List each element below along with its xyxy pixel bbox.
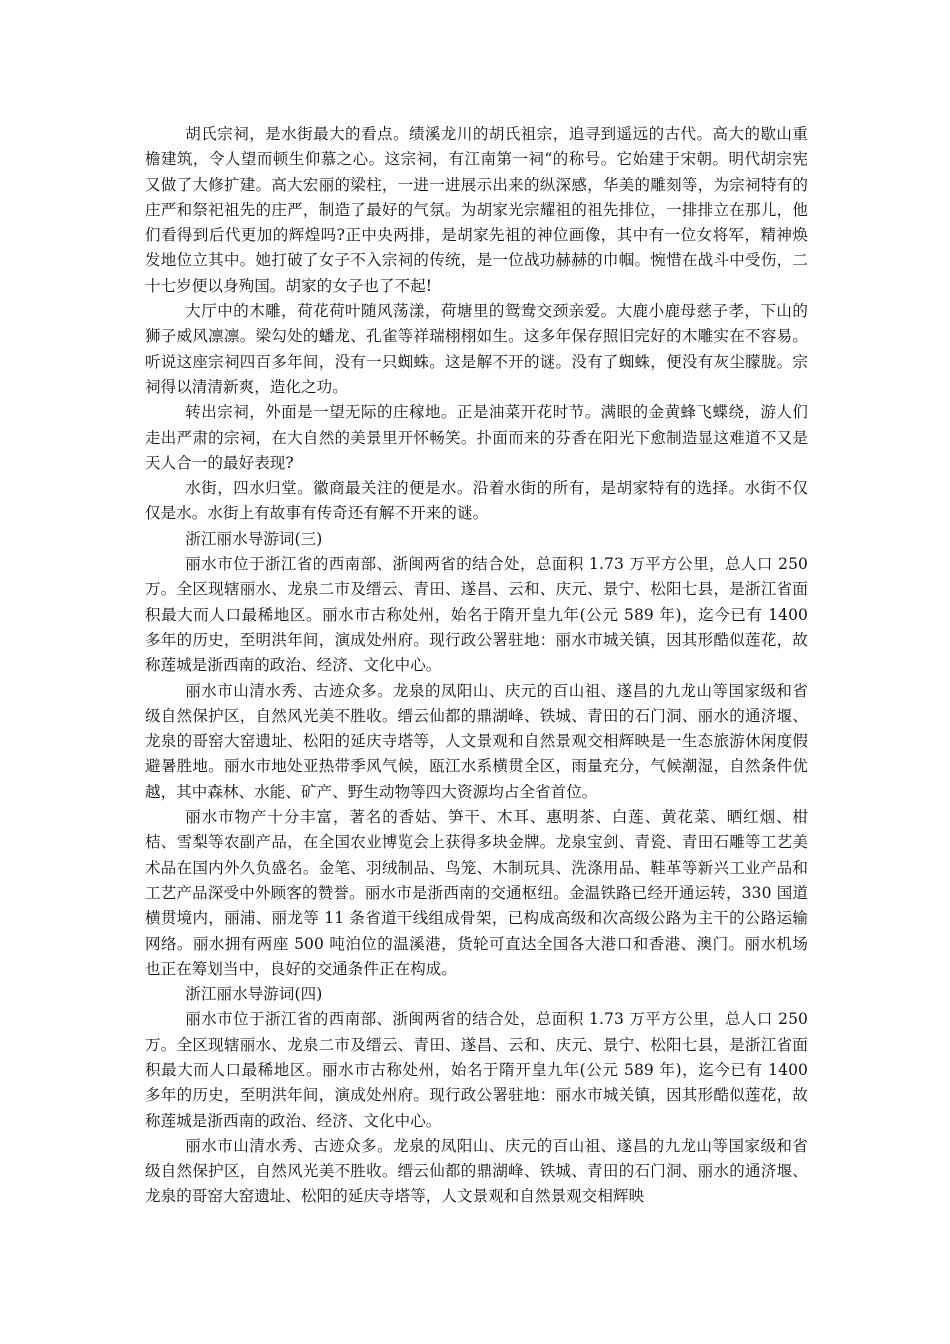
paragraph-water-street: 水街，四水归堂。徽商最关注的便是水。沿着水街的所有，是胡家特有的选择。水街不仅仅是水。水街上有故事有传奇还有解不开来的谜。 <box>145 479 808 523</box>
paragraph-lishui-scenery-4: 丽水市山清水秀、古迹众多。龙泉的凤阳山、庆元的百山祖、遂昌的九龙山等国家级和省级自然保护区，自然风光美不胜收。缙云仙都的鼎湖峰、铁城、青田的石门洞、丽水的通济堰、龙泉的哥窑大窑遗址、松阳的延庆寺塔等，人文景观和自然景观交相辉映 <box>145 1136 808 1206</box>
paragraph-lishui-overview-3: 丽水市位于浙江省的西南部、浙闽两省的结合处，总面积 1.73 万平方公里，总人口 250 万。全区现辖丽水、龙泉二市及缙云、青田、遂昌、云和、庆元、景宁、松阳七县，是浙江省面积最大而人口最稀地区。丽水市古称处州，始名于隋开皇九年(公元 589 年)，迄今已有 1400 多年的历史，至明洪年间，演成处州府。现行政公署驻地：丽水市城关镇，因其形酷似莲花，故称莲城是浙西南的政治、经济、文化中心。 <box>145 555 808 675</box>
document-page <box>145 122 808 1210</box>
paragraph-lishui-overview-4: 丽水市位于浙江省的西南部、浙闽两省的结合处，总面积 1.73 万平方公里，总人口 250 万。全区现辖丽水、龙泉二市及缙云、青田、遂昌、云和、庆元、景宁、松阳七县，是浙江省面积最大而人口最稀地区。丽水市古称处州，始名于隋开皇九年(公元 589 年)，迄今已有 1400 多年的历史，至明洪年间，演成处州府。现行政公署驻地：丽水市城关镇，因其形酷似莲花，故称莲城是浙西南的政治、经济、文化中心。 <box>145 1010 808 1130</box>
paragraph-lishui-products-3: 丽水市物产十分丰富，著名的香姑、笋干、木耳、惠明茶、白莲、黄花菜、晒红烟、柑桔、雪梨等农副产品，在全国农业博览会上获得多块金牌。龙泉宝剑、青瓷、青田石雕等工艺美术品在国内外久负盛名。金笔、羽绒制品、鸟笼、木制玩具、洗涤用品、鞋革等新兴工业产品和工艺产品深受中外顾客的赞誉。丽水市是浙西南的交通枢纽。金温铁路已经开通运转，330 国道横贯境内，丽浦、丽龙等 11 条省道干线组成骨架，已构成高级和次高级公路为主干的公路运输网络。丽水拥有两座 500 吨泊位的温溪港，货轮可直达全国各大港口和香港、澳门。丽水机场也正在筹划当中，良好的交通条件正在构成。 <box>145 808 808 978</box>
paragraph-fields: 转出宗祠，外面是一望无际的庄稼地。正是油菜开花时节。满眼的金黄蜂飞蝶绕，游人们走出严肃的宗祠，在大自然的美景里开怀畅笑。扑面而来的芬香在阳光下愈制造显这难道不又是天人合一的最好表现? <box>145 403 808 472</box>
section-heading-4: 浙江丽水导游词(四) <box>185 985 323 1004</box>
paragraph-wood-carving: 大厅中的木雕，荷花荷叶随风荡漾，荷塘里的鸳鸯交颈亲爱。大鹿小鹿母慈子孝，下山的狮子威风凛凛。梁勾处的蟠龙、孔雀等祥瑞栩栩如生。这多年保存照旧完好的木雕实在不容易。听说这座宗祠四百多年间，没有一只蜘蛛。这是解不开的谜。没有了蜘蛛，便没有灰尘朦胧。宗祠得以清清新爽，造化之功。 <box>145 302 808 396</box>
section-heading-3: 浙江丽水导游词(三) <box>185 529 323 548</box>
paragraph-lishui-scenery-3: 丽水市山清水秀、古迹众多。龙泉的凤阳山、庆元的百山祖、遂昌的九龙山等国家级和省级自然保护区，自然风光美不胜收。缙云仙都的鼎湖峰、铁城、青田的石门洞、丽水的通济堰、龙泉的哥窑大窑遗址、松阳的延庆寺塔等，人文景观和自然景观交相辉映是一生态旅游休闲度假避暑胜地。丽水市地处亚热带季风气候，瓯江水系横贯全区，雨量充分，气候潮湿，自然条件优越，其中森林、水能、矿产、野生动物等四大资源均占全省首位。 <box>145 681 808 801</box>
paragraph-ancestral-hall: 胡氏宗祠，是水街最大的看点。绩溪龙川的胡氏祖宗，追寻到遥远的古代。高大的歇山重檐建筑，令人望而顿生仰慕之心。这宗祠，有江南第一祠“的称号。它始建于宋朝。明代胡宗宪又做了大修扩建。高大宏丽的梁柱，一进一进展示出来的纵深感，华美的雕刻等，为宗祠特有的庄严和祭祀祖先的庄严，制造了最好的气氛。为胡家光宗耀祖的祖先排位，一排排立在那儿，他们看得到后代更加的辉煌吗?正中央两排，是胡家先祖的神位画像，其中有一位女将军，精神焕发地位立其中。她打破了女子不入宗祠的传统，是一位战功赫赫的巾帼。惋惜在战斗中受伤，二十七岁便以身殉国。胡家的女子也了不起! <box>145 125 808 295</box>
